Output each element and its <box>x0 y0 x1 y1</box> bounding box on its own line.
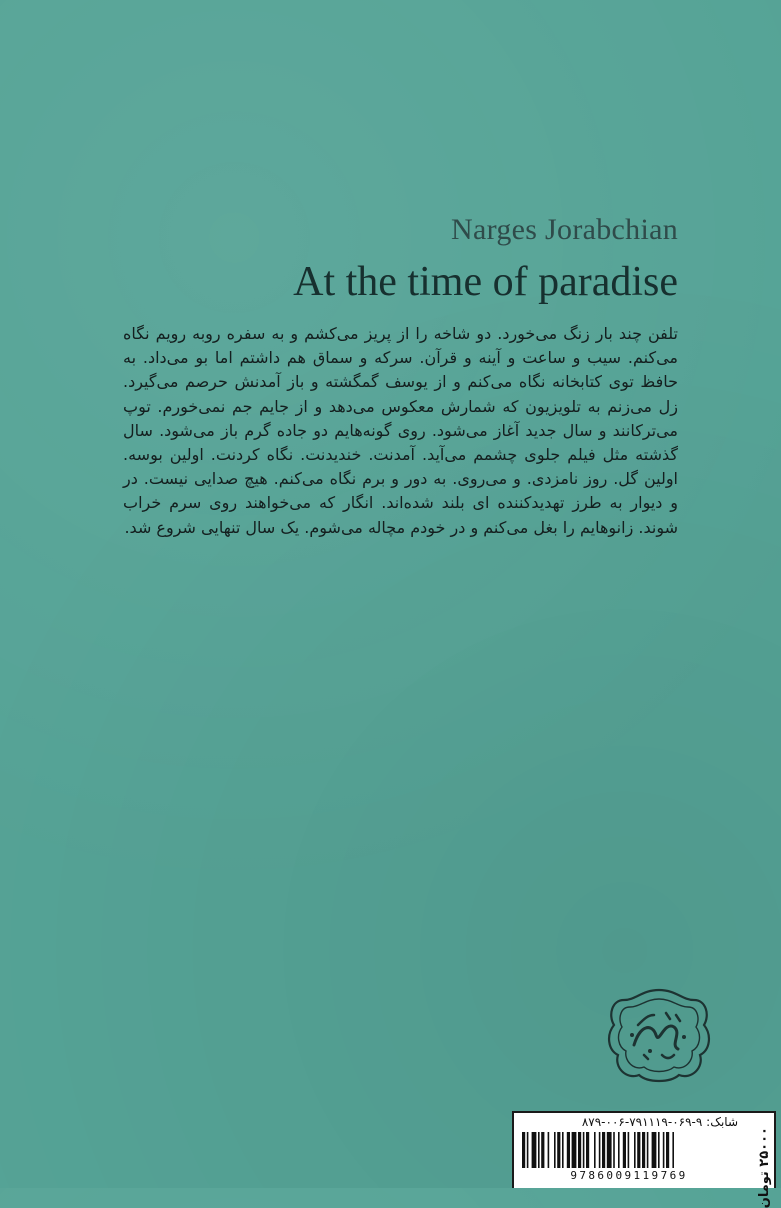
isbn-text: شابک: ۹-۰۶۹-۷۹۱۱۱۹-۰۰۶-۸۷۹ <box>581 1115 738 1129</box>
blurb-text: تلفن چند بار زنگ می‌خورد. دو شاخه را از پریز می‌کشم و به سفره روبه رویم نگاه می‌کنم. سیب و ساعت و آینه و قرآن. سرکه و سماق هم داشتم اما بو می‌داد. به حافظ توی کتابخانه نگاه می‌کنم و از یوسف گمگشته و باز آمدنش حرصم می‌گیرد. زل می‌زنم به تلویزیون که شمارش معکوس می‌دهد و از جایم جم نمی‌خورم. توپ می‌ترکانند و سال جدید آغاز می‌شود. روی گونه‌هایم دو جاده گرم باز می‌شود. سال گذشته مثل فیلم جلوی چشمم می‌آید. آمدنت. خندیدنت. نگاه کردنت. اولین بوسه. اولین گل. روز نامزدی. و می‌روی. به دور و برم نگاه می‌کنم. هیچ صدایی نیست. در و دیوار به طرز تهدیدکننده ای بلند شده‌اند. انگار که می‌خواهند روی سرم خراب شوند. زانوهایم را بغل می‌کنم و در خودم مچاله می‌شوم. یک سال تنهایی شروع شد. <box>123 324 678 537</box>
book-title: At the time of paradise <box>293 259 678 305</box>
barcode-icon <box>522 1132 736 1168</box>
price-label: ۲۵۰۰۰ تومان <box>757 1127 772 1208</box>
publisher-logo-icon <box>604 985 714 1085</box>
barcode-label <box>512 1111 776 1208</box>
author-name: Narges Jorabchian <box>451 213 678 246</box>
barcode-number: 9786009119769 <box>570 1169 688 1182</box>
